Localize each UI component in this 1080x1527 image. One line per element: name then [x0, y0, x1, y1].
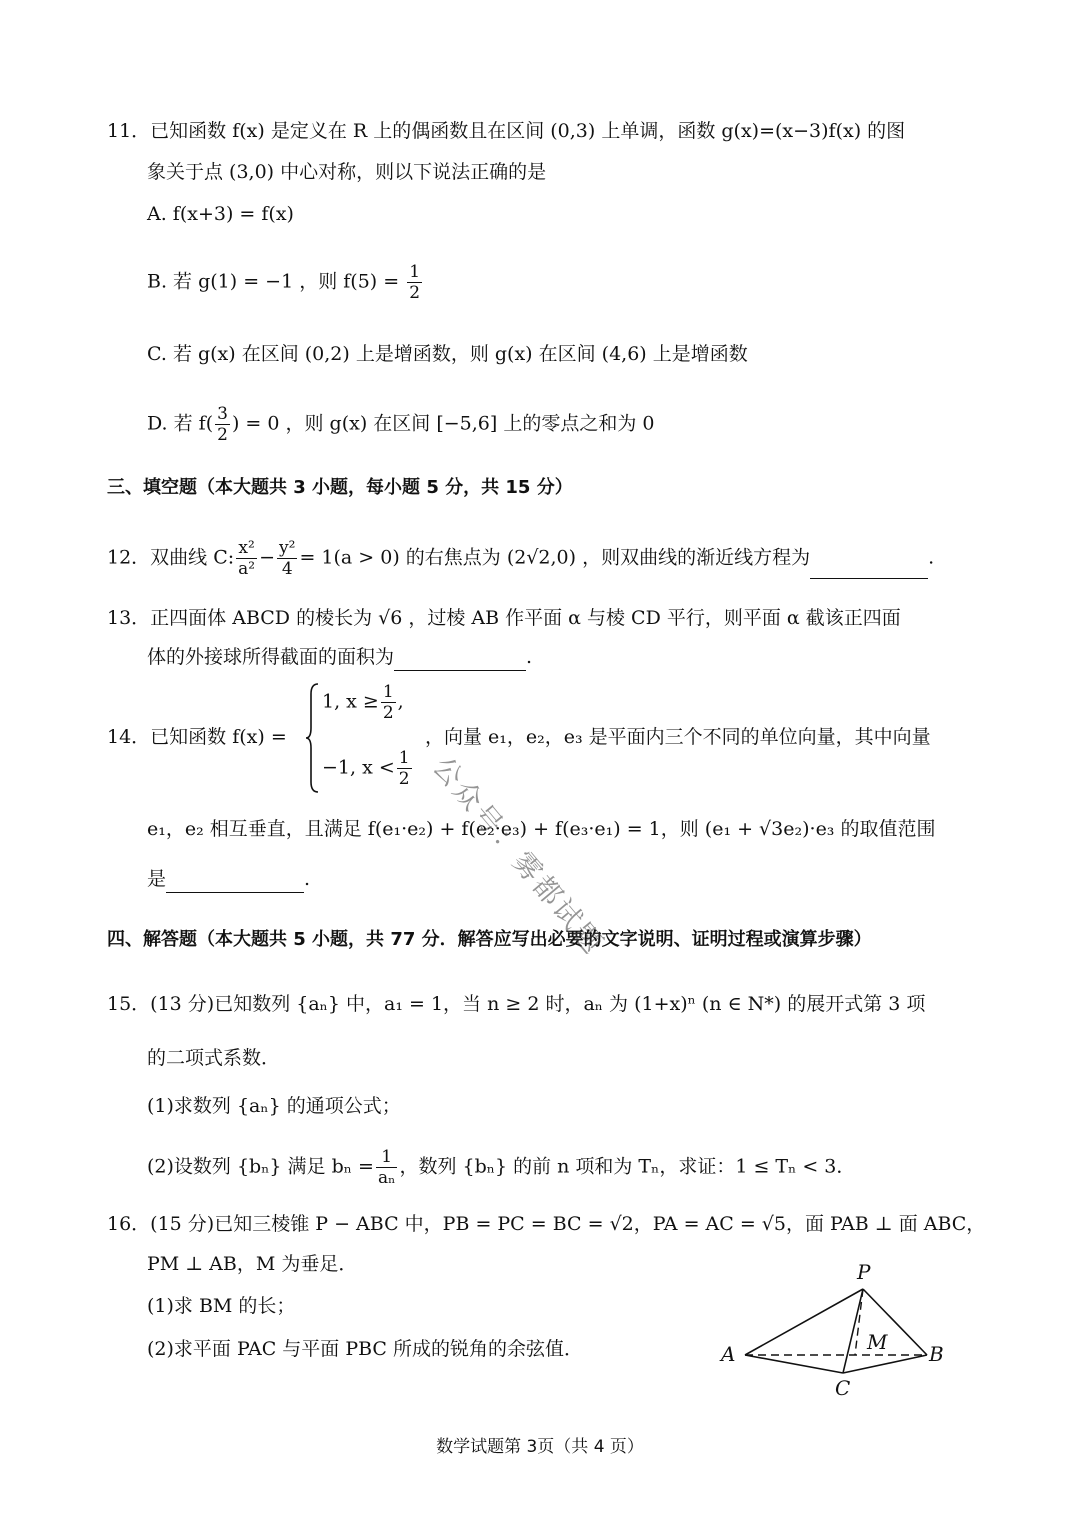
q12-answer-blank[interactable]: [810, 556, 928, 579]
q15-part2-fraction: $\frac{1}{\text{aₙ}}$: [377, 1147, 396, 1188]
q14-answer-blank[interactable]: [166, 870, 304, 893]
q12-minus: −: [259, 546, 276, 569]
q11-line2: 象关于点 (3,0) 中心对称，则以下说法正确的是: [147, 161, 547, 183]
edge-ac: [745, 1355, 843, 1373]
q15-line1: 15．(13 分)已知数列 {aₙ} 中，a₁ = 1，当 n ≥ 2 时，aₙ 为 (1+x)ⁿ (n ∈ N*) 的展开式第 3 项: [107, 993, 926, 1015]
q14-case-1-comma: ,: [397, 690, 404, 713]
q13-answer-blank[interactable]: [394, 648, 526, 671]
q11-option-d-prefix: D. 若 f(: [147, 412, 214, 435]
q14-case-2: [322, 748, 414, 789]
tetrahedron-figure: [715, 1255, 955, 1400]
edge-bc: [843, 1355, 927, 1373]
q11-option-d-fraction: $\frac{3}{2}$: [217, 404, 228, 445]
q15-line2: 的二项式系数．: [147, 1047, 281, 1069]
q11-option-a: A. f(x+3) = f(x): [147, 203, 294, 225]
q11-option-b-text: B. 若 g(1) = −1 ，则 f(5) =: [147, 270, 400, 293]
segment-pm-hidden: [855, 1289, 863, 1355]
page-footer: 数学试题第 3页（共 4 页）: [436, 1437, 644, 1457]
q11-option-b: [147, 262, 424, 303]
q12-fraction-x: $\frac{\text{x²}}{\text{a²}}$: [238, 538, 256, 579]
section-4-heading: 四、解答题（本大题共 5 小题，共 77 分．解答应写出必要的文字说明、证明过程或演算步骤）: [107, 929, 872, 950]
q14-prefix: 14．已知函数 f(x) =: [107, 726, 287, 748]
q12-suffix: = 1(a > 0) 的右焦点为 (2√2,0) ，则双曲线的渐近线方程为: [299, 546, 811, 569]
q14-case-1: [322, 682, 404, 723]
edge-pa: [745, 1289, 863, 1355]
q14-line3-text: 是: [147, 868, 167, 890]
q16-part1: (1)求 BM 的长；: [147, 1295, 296, 1317]
q11-option-d-suffix: ) = 0 ，则 g(x) 在区间 [−5,6] 上的零点之和为 0: [231, 412, 655, 435]
q14-line3: [147, 865, 310, 893]
label-m: M: [867, 1330, 888, 1354]
q11-option-d: [147, 404, 654, 445]
q14-case-2-text: −1, x <: [322, 756, 395, 779]
edge-pc: [843, 1289, 863, 1373]
label-a: A: [721, 1342, 736, 1366]
label-b: B: [929, 1342, 944, 1366]
q14-case-1-fraction: $\frac{1}{2}$: [382, 682, 394, 723]
q16-part2: (2)求平面 PAC 与平面 PBC 所成的锐角的余弦值．: [147, 1338, 584, 1360]
q15-part1: (1)求数列 {aₙ} 的通项公式；: [147, 1095, 401, 1117]
q12-prefix: 12．双曲线 C:: [107, 546, 235, 569]
q14-piecewise-brace: [305, 682, 319, 794]
q15-part2-prefix: (2)设数列 {bₙ} 满足 bₙ =: [147, 1155, 374, 1178]
q13-end: .: [526, 646, 533, 668]
q12-fraction-y: $\frac{\text{y²}}{4}$: [279, 538, 296, 579]
q11-option-c: C. 若 g(x) 在区间 (0,2) 上是增函数，则 g(x) 在区间 (4,6) 上是增函数: [147, 343, 748, 365]
q13-line1: 13．正四面体 ABCD 的棱长为 √6 ，过棱 AB 作平面 α 与棱 CD 平行，则平面 α 截该正四面: [107, 607, 901, 629]
q11-option-b-fraction: $\frac{1}{2}$: [409, 262, 421, 303]
q14-line2: e₁，e₂ 相互垂直，且满足 f(e₁·e₂) + f(e₂·e₃) + f(e₃·e₁) = 1，则 (e₁ + √3e₂)·e₃ 的取值范围: [147, 818, 936, 840]
q14-case-1-text: 1, x ≥: [322, 690, 379, 713]
q15-part2: [147, 1147, 855, 1188]
q11-line1: 11．已知函数 f(x) 是定义在 R 上的偶函数且在区间 (0,3) 上单调，函数 g(x)=(x−3)f(x) 的图: [107, 120, 906, 142]
q14-after: ，向量 e₁，e₂，e₃ 是平面内三个不同的单位向量，其中向量: [425, 726, 931, 748]
q14-end: .: [304, 868, 311, 890]
label-c: C: [835, 1376, 851, 1400]
q12: [107, 538, 934, 579]
q14-case-2-fraction: $\frac{1}{2}$: [398, 748, 410, 789]
q15-part2-suffix: ，数列 {bₙ} 的前 n 项和为 Tₙ，求证：1 ≤ Tₙ < 3．: [399, 1155, 856, 1178]
q13-line2: [147, 643, 532, 671]
q16-line2: PM ⊥ AB，M 为垂足．: [147, 1253, 358, 1275]
q16-line1: 16．(15 分)已知三棱锥 P − ABC 中，PB = PC = BC = √2，PA = AC = √5，面 PAB ⊥ 面 ABC，: [107, 1213, 986, 1235]
section-3-heading: 三、填空题（本大题共 3 小题，每小题 5 分，共 15 分）: [107, 477, 573, 498]
watermark: 公众号：雾都试题: [426, 750, 611, 962]
q13-line2-text: 体的外接球所得截面的面积为: [147, 646, 395, 668]
label-p: P: [857, 1260, 871, 1284]
q12-end: .: [928, 546, 935, 569]
